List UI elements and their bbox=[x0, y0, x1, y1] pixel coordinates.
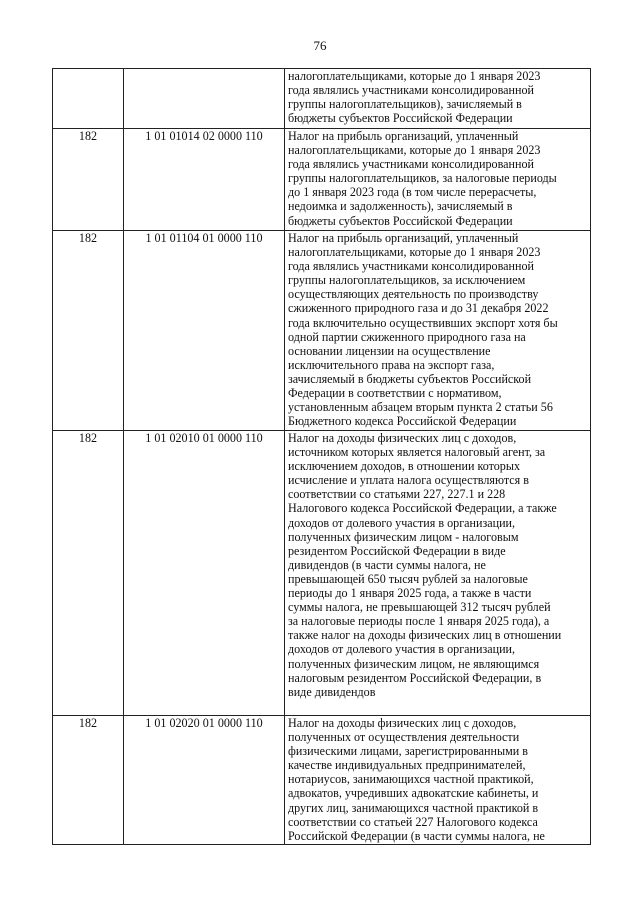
budget-classification-code-cell: 1 01 01104 01 0000 110 bbox=[124, 231, 285, 431]
revenue-name-cell: Налог на прибыль организаций, уплаченный налогоплательщиками, которые до 1 января 2023 года являлись участниками консолидированной группы налогоплательщиков, за исключением осуществляющих деятельность по производству сжиженного природного газа и до 31 декабря 2022 года включительно осуществивших экспорт хотя бы одной партии сжиженного природного газа на основании лицензии на осуществление исключительного права на экспорт газа, зачисляемый в бюджеты субъектов Российской Федерации в соответствии с нормативом, установленным абзацем вторым пункта 2 статьи 56 Бюджетного кодекса Российской Федерации bbox=[285, 231, 591, 431]
admin-code-cell: 182 bbox=[53, 716, 124, 845]
budget-revenue-table bbox=[52, 68, 591, 845]
page-number: 76 bbox=[313, 38, 327, 53]
table-row bbox=[53, 716, 591, 845]
admin-code-cell: 182 bbox=[53, 129, 124, 231]
table-row bbox=[53, 231, 591, 431]
admin-code-cell: 182 bbox=[53, 431, 124, 716]
revenue-name-cell: Налог на доходы физических лиц с доходов, полученных от осуществления деятельности физическими лицами, зарегистрированными в качестве индивидуальных предпринимателей, нотариусов, занимающихся частной практикой, адвокатов, учредивших адвокатские кабинеты, и других лиц, занимающихся частной практикой в соответствии со статьей 227 Налогового кодекса Российской Федерации (в части суммы налога, не bbox=[285, 716, 591, 845]
budget-classification-code-cell: 1 01 02010 01 0000 110 bbox=[124, 431, 285, 716]
budget-classification-code-cell: 1 01 01014 02 0000 110 bbox=[124, 129, 285, 231]
table-row bbox=[53, 129, 591, 231]
admin-code-cell: 182 bbox=[53, 231, 124, 431]
revenue-name-cell: Налог на доходы физических лиц с доходов, источником которых является налоговый агент, за исключением доходов, в отношении которых исчисление и уплата налога осуществляются в соответствии со статьями 227, 227.1 и 228 Налогового кодекса Российской Федерации, а также доходов от долевого участия в организации, полученных физическим лицом - налоговым резидентом Российской Федерации в виде дивидендов (в части суммы налога, не превышающей 650 тысяч рублей за налоговые периоды до 1 января 2025 года, а также в части суммы налога, не превышающей 312 тысяч рублей за налоговые периоды после 1 января 2025 года), а также налог на доходы физических лиц в отношении доходов от долевого участия в организации, полученных физическим лицом, не являющимся налоговым резидентом Российской Федерации, в виде дивидендов bbox=[285, 431, 591, 716]
budget-classification-code-cell bbox=[124, 69, 285, 129]
table-row bbox=[53, 431, 591, 716]
admin-code-cell bbox=[53, 69, 124, 129]
budget-classification-code-cell: 1 01 02020 01 0000 110 bbox=[124, 716, 285, 845]
revenue-name-cell: Налог на прибыль организаций, уплаченный налогоплательщиками, которые до 1 января 2023 года являлись участниками консолидированной группы налогоплательщиков, за налоговые периоды до 1 января 2023 года (в том числе перерасчеты, недоимка и задолженность), зачисляемый в бюджеты субъектов Российской Федерации bbox=[285, 129, 591, 231]
table-row bbox=[53, 69, 591, 129]
revenue-name-cell: налогоплательщиками, которые до 1 января 2023 года являлись участниками консолидированной группы налогоплательщиков), зачисляемый в бюджеты субъектов Российской Федерации bbox=[285, 69, 591, 129]
